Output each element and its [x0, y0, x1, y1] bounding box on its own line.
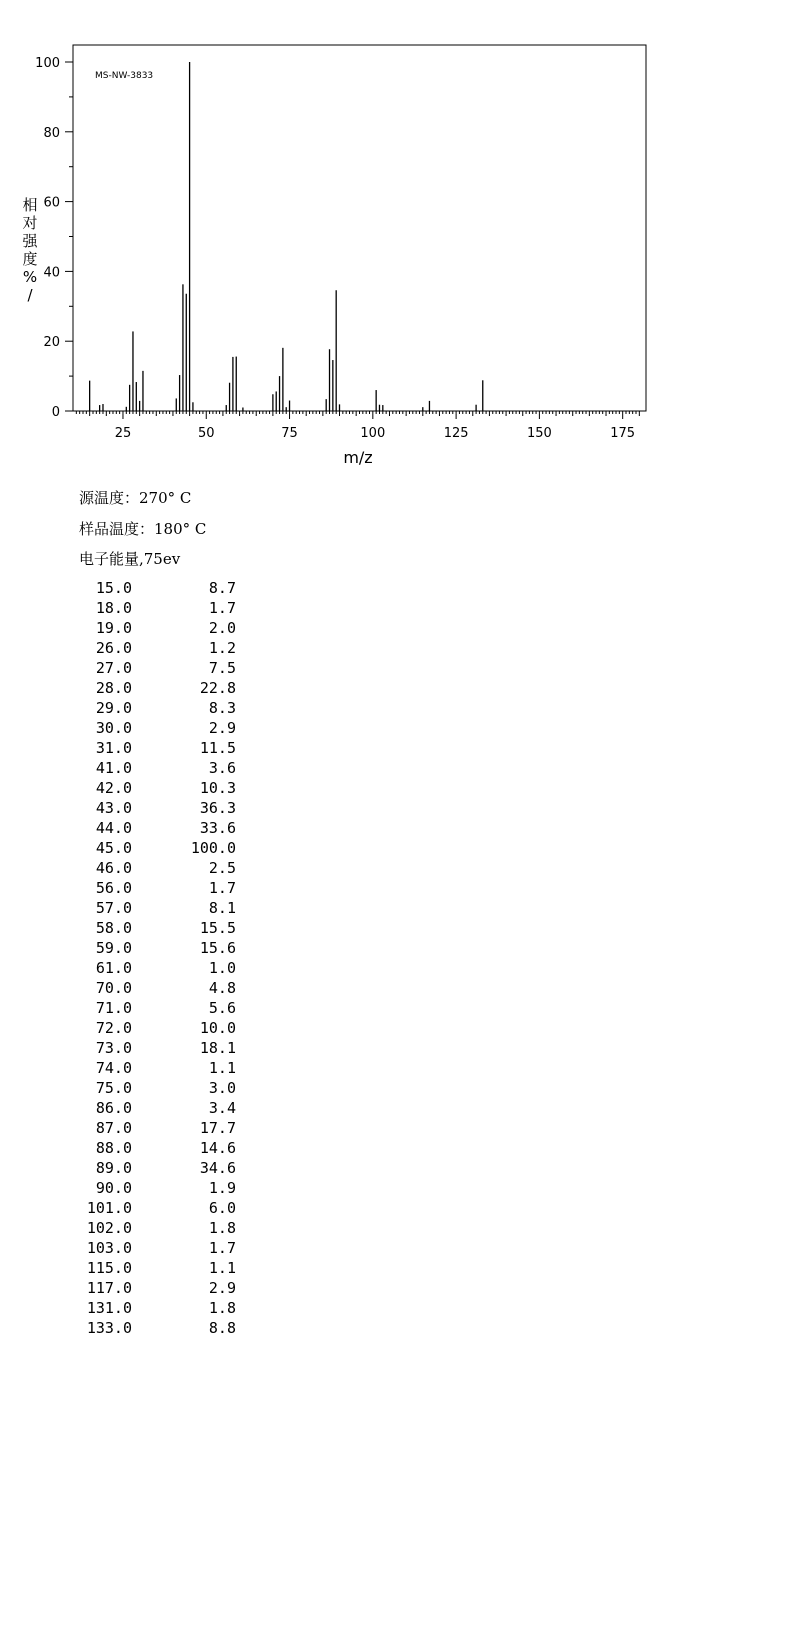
peak-intensity: 1.9 — [208, 1179, 236, 1197]
peak-mz: 41.0 — [95, 759, 132, 777]
peak-mz: 61.0 — [95, 959, 132, 977]
peak-mz: 131.0 — [86, 1299, 132, 1317]
peak-mz: 59.0 — [95, 939, 132, 957]
peak-mz: 88.0 — [95, 1139, 132, 1157]
peak-intensity: 1.7 — [208, 599, 236, 617]
source-temperature: 源温度：270° C — [79, 489, 192, 507]
peak-intensity: 1.1 — [208, 1259, 236, 1277]
peak-intensity: 3.0 — [208, 1079, 236, 1097]
peak-row — [70, 1218, 250, 1238]
peak-mz: 74.0 — [95, 1059, 132, 1077]
x-axis-label: m/z — [343, 448, 373, 467]
peak-row — [70, 1158, 250, 1178]
sample-temperature: 样品温度：180° C — [79, 520, 207, 538]
peak-intensity: 1.1 — [208, 1059, 236, 1077]
peak-row — [70, 1138, 250, 1158]
peak-row — [70, 838, 250, 858]
peak-row — [70, 898, 250, 918]
peak-row — [70, 578, 250, 598]
peak-row — [70, 638, 250, 658]
peak-intensity: 1.8 — [208, 1299, 236, 1317]
y-tick-label: 20 — [43, 335, 60, 351]
peak-mz: 45.0 — [95, 839, 132, 857]
peak-mz: 117.0 — [86, 1279, 132, 1297]
peak-row — [70, 658, 250, 678]
y-axis-label-char: 相 — [22, 196, 38, 214]
peak-row — [70, 1278, 250, 1298]
peak-intensity: 14.6 — [199, 1139, 236, 1157]
peak-mz: 102.0 — [86, 1219, 132, 1237]
peak-row — [70, 1038, 250, 1058]
y-tick-label: 100 — [35, 56, 60, 71]
peak-mz: 86.0 — [95, 1099, 132, 1117]
peak-intensity: 11.5 — [199, 739, 236, 757]
peak-row — [70, 598, 250, 618]
peak-mz: 15.0 — [95, 579, 132, 597]
y-axis-label-char: 强 — [22, 232, 38, 250]
peak-mz: 19.0 — [95, 619, 132, 637]
peak-row — [70, 678, 250, 698]
peak-row — [70, 698, 250, 718]
peak-row — [70, 858, 250, 878]
x-tick-label: 25 — [114, 426, 132, 441]
spectrum-bars — [90, 62, 483, 411]
peak-mz: 101.0 — [86, 1199, 132, 1217]
peak-intensity: 2.9 — [208, 1279, 236, 1297]
peak-row — [70, 1078, 250, 1098]
peak-mz: 18.0 — [95, 599, 132, 617]
peak-intensity: 6.0 — [208, 1199, 236, 1217]
y-axis-label-char: / — [27, 286, 33, 304]
peak-intensity: 15.5 — [199, 919, 236, 937]
peak-mz: 30.0 — [95, 719, 132, 737]
peak-mz: 44.0 — [95, 819, 132, 837]
peak-row — [70, 938, 250, 958]
peak-intensity: 100.0 — [190, 839, 236, 857]
peak-row — [70, 1098, 250, 1118]
peak-mz: 75.0 — [95, 1079, 132, 1097]
peak-mz: 58.0 — [95, 919, 132, 937]
peak-mz: 71.0 — [95, 999, 132, 1017]
peak-intensity: 10.0 — [199, 1019, 236, 1037]
peak-row — [70, 778, 250, 798]
peak-intensity: 1.2 — [208, 639, 236, 657]
peak-row — [70, 738, 250, 758]
peak-intensity: 1.7 — [208, 879, 236, 897]
peak-intensity: 22.8 — [199, 679, 236, 697]
y-axis-label-char: 对 — [22, 214, 38, 232]
peak-mz: 73.0 — [95, 1039, 132, 1057]
peak-intensity: 8.8 — [208, 1319, 236, 1337]
peak-intensity: 3.4 — [208, 1099, 236, 1117]
y-tick-label: 40 — [43, 265, 60, 281]
peak-intensity: 8.1 — [208, 899, 236, 917]
peak-mz: 72.0 — [95, 1019, 132, 1037]
peak-mz: 56.0 — [95, 879, 132, 897]
peak-row — [70, 1178, 250, 1198]
peak-intensity: 7.5 — [208, 659, 236, 677]
x-tick-label: 150 — [526, 426, 552, 441]
peak-row — [70, 918, 250, 938]
peak-row — [70, 978, 250, 998]
x-tick-label: 125 — [443, 426, 469, 441]
x-axis-ticks — [76, 411, 639, 441]
peak-mz: 43.0 — [95, 799, 132, 817]
peak-row — [70, 818, 250, 838]
peak-row — [70, 1058, 250, 1078]
peak-intensity: 17.7 — [199, 1119, 236, 1137]
peak-mz: 70.0 — [95, 979, 132, 997]
peak-intensity: 2.0 — [208, 619, 236, 637]
peak-row — [70, 1298, 250, 1318]
peak-mz: 26.0 — [95, 639, 132, 657]
peak-mz: 133.0 — [86, 1319, 132, 1337]
peak-row — [70, 798, 250, 818]
peak-mz: 87.0 — [95, 1119, 132, 1137]
peak-row — [70, 758, 250, 778]
peak-mz: 28.0 — [95, 679, 132, 697]
peak-intensity: 4.8 — [208, 979, 236, 997]
x-tick-label: 75 — [281, 426, 298, 441]
peak-row — [70, 998, 250, 1018]
y-tick-label: 0 — [51, 405, 60, 420]
peak-mz: 115.0 — [86, 1259, 132, 1277]
plot-frame — [73, 45, 646, 411]
chart-title: MS-NW-3833 — [95, 71, 154, 81]
peak-intensity: 1.7 — [208, 1239, 236, 1257]
peak-intensity: 2.9 — [208, 719, 236, 737]
peak-mz: 103.0 — [86, 1239, 132, 1257]
peak-intensity: 10.3 — [199, 779, 236, 797]
peak-row — [70, 1018, 250, 1038]
peak-intensity: 5.6 — [208, 999, 236, 1017]
y-axis-ticks — [35, 56, 73, 420]
peak-row — [70, 958, 250, 978]
y-axis-label — [22, 196, 38, 304]
mass-spectrum-chart — [0, 0, 794, 480]
peak-mz: 27.0 — [95, 659, 132, 677]
x-tick-label: 100 — [360, 426, 386, 441]
y-tick-label: 80 — [43, 125, 60, 141]
peak-mz: 89.0 — [95, 1159, 132, 1177]
peak-row — [70, 1238, 250, 1258]
peak-row — [70, 718, 250, 738]
peak-intensity: 34.6 — [199, 1159, 236, 1177]
peak-mz: 31.0 — [95, 739, 132, 757]
x-tick-label: 175 — [610, 426, 636, 441]
peak-row — [70, 618, 250, 638]
y-axis-label-char: % — [22, 268, 38, 286]
electron-energy: 电子能量,75ev — [79, 550, 181, 568]
peak-intensity: 15.6 — [199, 939, 236, 957]
peak-intensity: 36.3 — [199, 799, 236, 817]
peak-mz: 57.0 — [95, 899, 132, 917]
peak-row — [70, 878, 250, 898]
peak-intensity: 2.5 — [208, 859, 236, 877]
x-tick-label: 50 — [197, 426, 215, 441]
peak-mz: 90.0 — [95, 1179, 132, 1197]
peak-table — [70, 578, 250, 1338]
peak-intensity: 18.1 — [199, 1039, 236, 1057]
y-tick-label: 60 — [43, 195, 60, 211]
peak-row — [70, 1198, 250, 1218]
peak-row — [70, 1318, 250, 1338]
peak-mz: 29.0 — [95, 699, 132, 717]
peak-intensity: 8.7 — [208, 579, 236, 597]
peak-mz: 46.0 — [95, 859, 132, 877]
peak-row — [70, 1118, 250, 1138]
peak-intensity: 3.6 — [208, 759, 236, 777]
peak-intensity: 1.0 — [208, 959, 236, 977]
peak-intensity: 1.8 — [208, 1219, 236, 1237]
peak-mz: 42.0 — [95, 779, 132, 797]
peak-row — [70, 1258, 250, 1278]
y-axis-label-char: 度 — [22, 250, 38, 268]
peak-intensity: 33.6 — [199, 819, 236, 837]
peak-intensity: 8.3 — [208, 699, 236, 717]
